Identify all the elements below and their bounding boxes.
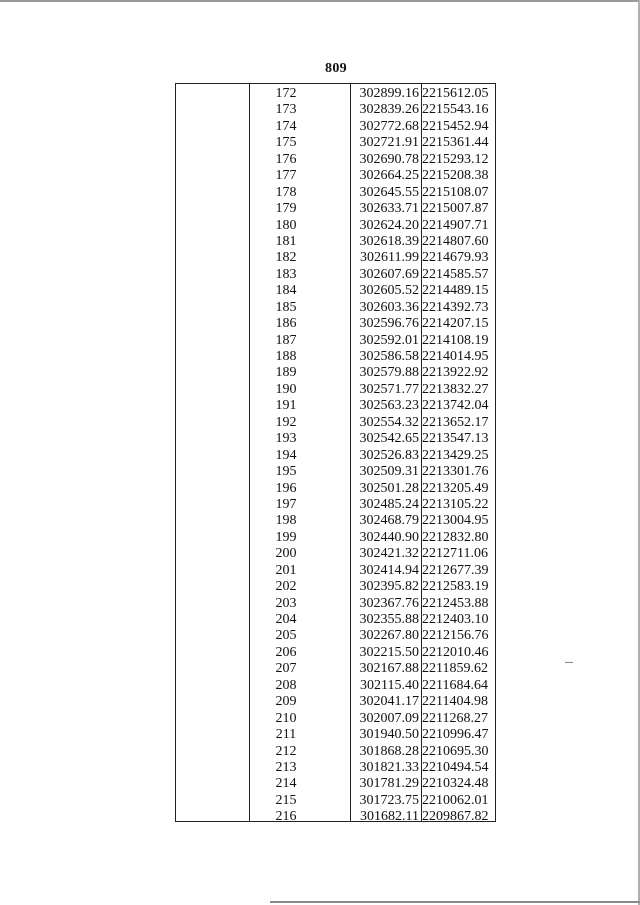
y-coordinate-cell: 2213004.95	[422, 513, 489, 529]
point-number-cell: 200	[275, 546, 297, 562]
point-number-cell: 215	[275, 792, 297, 808]
x-coordinate-cell: 302215.50	[359, 644, 419, 660]
y-coordinate-cell: 2214907.71	[422, 217, 489, 233]
table-row	[176, 365, 495, 381]
point-number-cell: 208	[275, 677, 297, 693]
y-coordinate-cell: 2214489.15	[422, 283, 489, 299]
x-coordinate-cell: 302468.79	[359, 513, 419, 529]
table-row	[176, 168, 495, 184]
y-coordinate-cell: 2214807.60	[422, 233, 489, 249]
y-coordinate-cell: 2212677.39	[422, 562, 489, 578]
x-coordinate-cell: 301821.33	[359, 759, 419, 775]
y-coordinate-cell: 2214585.57	[422, 266, 489, 282]
point-number-cell: 205	[275, 628, 297, 644]
x-coordinate-cell: 302899.16	[359, 86, 419, 101]
table-row	[176, 563, 495, 579]
point-number-cell: 207	[275, 661, 297, 677]
x-coordinate-cell: 302421.32	[359, 546, 419, 562]
table-row	[176, 431, 495, 447]
table-row	[176, 135, 495, 151]
table-row	[176, 119, 495, 135]
table-row	[176, 316, 495, 332]
point-number-cell: 177	[275, 168, 297, 184]
y-coordinate-cell: 2213105.22	[422, 496, 489, 512]
point-number-cell: 185	[275, 299, 297, 315]
point-number-cell: 195	[275, 464, 297, 480]
y-coordinate-cell: 2212156.76	[422, 628, 489, 644]
x-coordinate-cell: 302605.52	[359, 283, 419, 299]
x-coordinate-cell: 301940.50	[359, 727, 419, 743]
table-row	[176, 579, 495, 595]
scan-bottom-edge	[270, 901, 640, 903]
point-number-cell: 180	[275, 217, 297, 233]
table-row	[176, 448, 495, 464]
table-row	[176, 382, 495, 398]
x-coordinate-cell: 302607.69	[359, 266, 419, 282]
x-coordinate-cell: 302664.25	[359, 168, 419, 184]
x-coordinate-cell: 302167.88	[359, 661, 419, 677]
y-coordinate-cell: 2215452.94	[422, 118, 489, 134]
page-number: 809	[325, 61, 347, 76]
y-coordinate-cell: 2213301.76	[422, 464, 489, 480]
x-coordinate-cell: 302563.23	[359, 398, 419, 414]
point-number-cell: 202	[275, 579, 297, 595]
point-number-cell: 176	[275, 151, 297, 167]
x-coordinate-cell: 302618.39	[359, 233, 419, 249]
x-coordinate-cell: 302611.99	[360, 250, 419, 266]
y-coordinate-cell: 2210062.01	[422, 792, 489, 808]
table-row	[176, 398, 495, 414]
table-row	[176, 694, 495, 710]
table-row	[176, 546, 495, 562]
table-row	[176, 612, 495, 628]
point-number-cell: 192	[275, 414, 297, 430]
point-number-cell: 216	[275, 809, 297, 825]
table-row	[176, 102, 495, 118]
table-row	[176, 645, 495, 661]
table-row	[176, 793, 495, 809]
x-coordinate-cell: 302501.28	[359, 480, 419, 496]
point-number-cell: 206	[275, 644, 297, 660]
table-row	[176, 530, 495, 546]
x-coordinate-cell: 302542.65	[359, 431, 419, 447]
y-coordinate-cell: 2215108.07	[422, 184, 489, 200]
y-coordinate-cell: 2215208.38	[422, 168, 489, 184]
y-coordinate-cell: 2211268.27	[422, 710, 488, 726]
point-number-cell: 188	[275, 349, 297, 364]
point-number-cell: 209	[275, 694, 297, 710]
x-coordinate-cell: 302355.88	[359, 612, 419, 627]
table-row	[176, 86, 495, 102]
x-coordinate-cell: 302624.20	[359, 217, 419, 233]
y-coordinate-cell: 2212711.06	[422, 546, 488, 562]
x-coordinate-cell: 302721.91	[359, 135, 419, 151]
point-number-cell: 179	[275, 201, 297, 217]
x-coordinate-cell: 302645.55	[359, 184, 419, 200]
y-coordinate-cell: 2211404.98	[422, 694, 488, 710]
y-coordinate-cell: 2213922.92	[422, 365, 489, 381]
y-coordinate-cell: 2212453.88	[422, 595, 489, 611]
y-coordinate-cell: 2212832.80	[422, 529, 489, 545]
x-coordinate-cell: 301868.28	[359, 743, 419, 759]
table-row	[176, 744, 495, 760]
x-coordinate-cell: 302586.58	[359, 349, 419, 364]
x-coordinate-cell: 302440.90	[359, 529, 419, 545]
y-coordinate-cell: 2210996.47	[422, 727, 489, 743]
x-coordinate-cell: 301723.75	[359, 792, 419, 808]
table-row	[176, 300, 495, 316]
scan-speck	[565, 662, 573, 663]
y-coordinate-cell: 2213652.17	[422, 414, 489, 430]
y-coordinate-cell: 2213205.49	[422, 480, 489, 496]
y-coordinate-cell: 2215612.05	[422, 86, 489, 101]
point-number-cell: 201	[275, 562, 297, 578]
point-number-cell: 183	[275, 266, 297, 282]
point-number-cell: 181	[275, 233, 297, 249]
point-number-cell: 187	[275, 332, 297, 348]
x-coordinate-cell: 302690.78	[359, 151, 419, 167]
point-number-cell: 193	[275, 431, 297, 447]
x-coordinate-cell: 302633.71	[359, 201, 419, 217]
table-row	[176, 201, 495, 217]
y-coordinate-cell: 2215543.16	[422, 102, 489, 118]
table-row	[176, 152, 495, 168]
y-coordinate-cell: 2212403.10	[422, 612, 489, 627]
table-row	[176, 250, 495, 266]
x-coordinate-cell: 302007.09	[359, 710, 419, 726]
y-coordinate-cell: 2210494.54	[422, 759, 489, 775]
table-row	[176, 218, 495, 234]
table-row	[176, 711, 495, 727]
y-coordinate-cell: 2214207.15	[422, 316, 489, 332]
y-coordinate-cell: 2214679.93	[422, 250, 489, 266]
x-coordinate-cell: 302839.26	[359, 102, 419, 118]
y-coordinate-cell: 2213832.27	[422, 381, 489, 397]
x-coordinate-cell: 302603.36	[359, 299, 419, 315]
y-coordinate-cell: 2213429.25	[422, 447, 489, 463]
point-number-cell: 203	[275, 595, 297, 611]
table-row	[176, 809, 495, 825]
table-row	[176, 333, 495, 349]
y-coordinate-cell: 2210695.30	[422, 743, 489, 759]
point-number-cell: 211	[275, 727, 297, 743]
x-coordinate-cell: 302579.88	[359, 365, 419, 381]
point-number-cell: 178	[275, 184, 297, 200]
point-number-cell: 199	[275, 529, 297, 545]
table-row	[176, 349, 495, 365]
point-number-cell: 213	[275, 759, 297, 775]
x-coordinate-cell: 302414.94	[359, 562, 419, 578]
table-row	[176, 464, 495, 480]
point-number-cell: 175	[275, 135, 297, 151]
table-row	[176, 596, 495, 612]
table-row	[176, 283, 495, 299]
point-number-cell: 182	[275, 250, 297, 266]
x-coordinate-cell: 302267.80	[359, 628, 419, 644]
x-coordinate-cell: 302526.83	[359, 447, 419, 463]
coordinates-table	[175, 83, 496, 825]
y-coordinate-cell: 2214108.19	[422, 332, 489, 348]
y-coordinate-cell: 2215293.12	[422, 151, 489, 167]
y-coordinate-cell: 2213742.04	[422, 398, 489, 414]
table-row	[176, 185, 495, 201]
x-coordinate-cell: 302592.01	[359, 332, 419, 348]
y-coordinate-cell: 2210324.48	[422, 776, 489, 792]
table-row	[176, 678, 495, 694]
table-row	[176, 481, 495, 497]
point-number-cell: 172	[275, 86, 297, 101]
point-number-cell: 174	[275, 118, 297, 134]
point-number-cell: 189	[275, 365, 297, 381]
x-coordinate-cell: 302115.40	[360, 677, 419, 693]
point-number-cell: 214	[275, 776, 297, 792]
table-row	[176, 415, 495, 431]
x-coordinate-cell: 301682.11	[360, 809, 419, 825]
table-row	[176, 727, 495, 743]
y-coordinate-cell: 2213547.13	[422, 431, 489, 447]
scan-top-edge	[0, 0, 640, 2]
x-coordinate-cell: 302554.32	[359, 414, 419, 430]
y-coordinate-cell: 2215361.44	[422, 135, 489, 151]
x-coordinate-cell: 302367.76	[359, 595, 419, 611]
point-number-cell: 212	[275, 743, 297, 759]
table-row	[176, 628, 495, 644]
x-coordinate-cell: 301781.29	[359, 776, 419, 792]
point-number-cell: 204	[275, 612, 297, 627]
x-coordinate-cell: 302041.17	[359, 694, 419, 710]
table-row	[176, 267, 495, 283]
x-coordinate-cell: 302485.24	[359, 496, 419, 512]
table-row	[176, 234, 495, 250]
point-number-cell: 210	[275, 710, 297, 726]
table-row	[176, 513, 495, 529]
point-number-cell: 191	[275, 398, 297, 414]
y-coordinate-cell: 2209867.82	[422, 809, 489, 825]
y-coordinate-cell: 2211684.64	[422, 677, 488, 693]
x-coordinate-cell: 302395.82	[359, 579, 419, 595]
point-number-cell: 186	[275, 316, 297, 332]
point-number-cell: 198	[275, 513, 297, 529]
table-row	[176, 760, 495, 776]
table-row	[176, 661, 495, 677]
point-number-cell: 173	[275, 102, 297, 118]
table-body	[176, 86, 495, 826]
x-coordinate-cell: 302596.76	[359, 316, 419, 332]
y-coordinate-cell: 2211859.62	[422, 661, 488, 677]
x-coordinate-cell: 302509.31	[359, 464, 419, 480]
x-coordinate-cell: 302772.68	[359, 118, 419, 134]
y-coordinate-cell: 2212583.19	[422, 579, 489, 595]
point-number-cell: 194	[275, 447, 297, 463]
y-coordinate-cell: 2212010.46	[422, 644, 489, 660]
point-number-cell: 184	[275, 283, 297, 299]
y-coordinate-cell: 2214014.95	[422, 349, 489, 364]
point-number-cell: 197	[275, 496, 297, 512]
y-coordinate-cell: 2215007.87	[422, 201, 489, 217]
table-row	[176, 497, 495, 513]
point-number-cell: 190	[275, 381, 297, 397]
x-coordinate-cell: 302571.77	[359, 381, 419, 397]
table-row	[176, 776, 495, 792]
y-coordinate-cell: 2214392.73	[422, 299, 489, 315]
point-number-cell: 196	[275, 480, 297, 496]
